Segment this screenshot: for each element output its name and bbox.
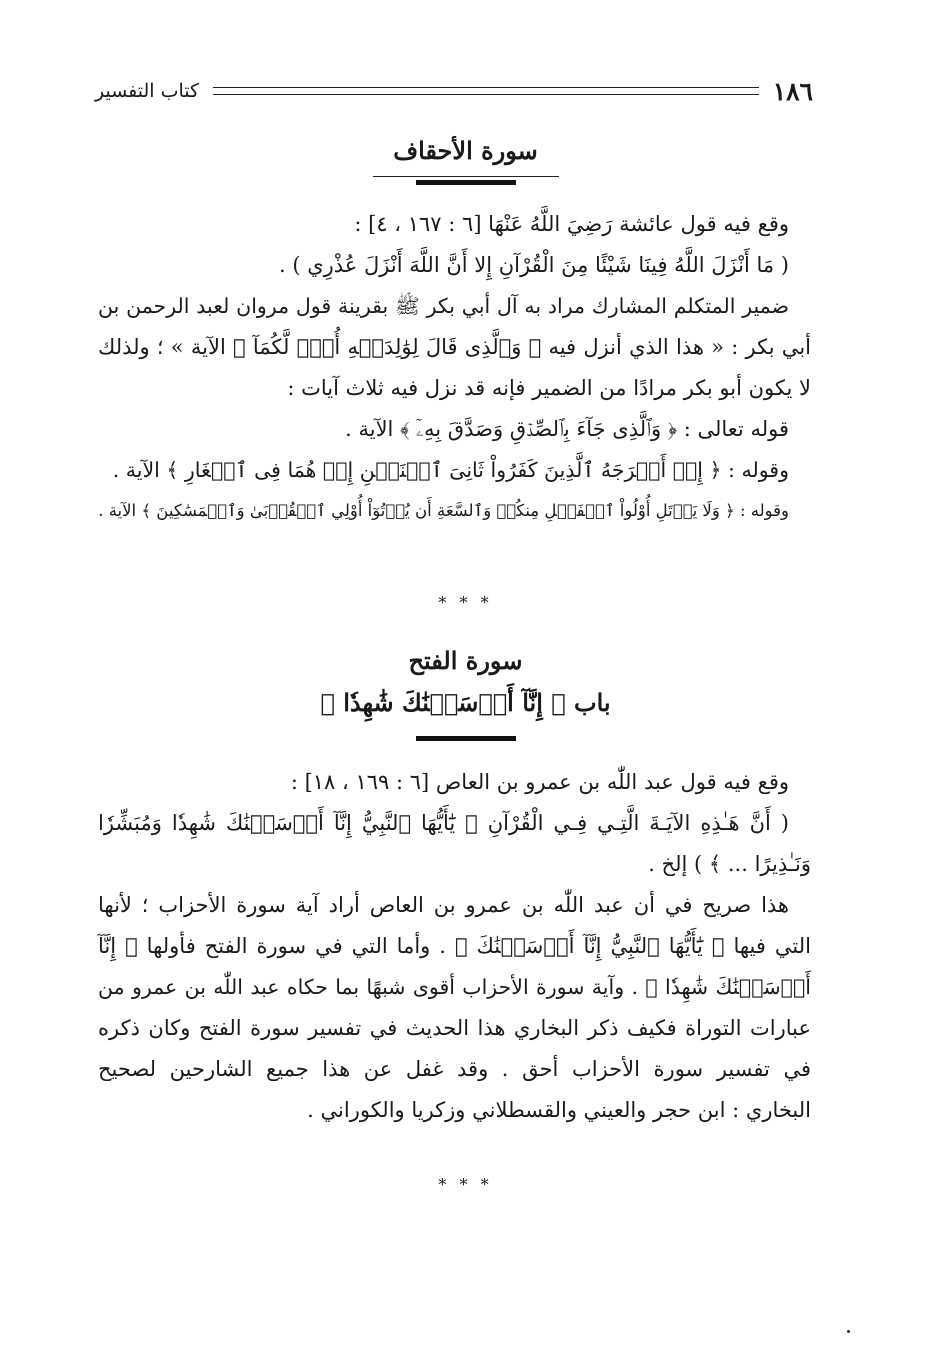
separator-stars: * * * xyxy=(438,1175,493,1194)
hadith-quote-end: وَنَـٰذِيرًا ... ﴾ ) إلخ . xyxy=(648,852,811,876)
text-line: عبارات التوراة فكيف ذكر البخاري هذا الحديث في تفسير سورة الفتح وكان ذكره xyxy=(98,1016,811,1040)
text-line: التي فيها ﴿ يَٰٓأَيُّهَا ٱلنَّبِيُّ إِنَّآ أَرۡسَلۡنَٰكَ ﴾ . وأما التي في سورة الفتح فأولها ﴿ إِنَّآ xyxy=(98,934,811,958)
text-line: البخاري : ابن حجر والعيني والقسطلاني وزكريا والكوراني . xyxy=(307,1098,811,1122)
page-header xyxy=(95,76,813,106)
text-line: وقع فيه قول عبد اللّٰه بن عمرو بن العاص [٦ : ١٦٩ ، ١٨] : xyxy=(290,770,789,794)
running-title: كتاب التفسير xyxy=(95,80,200,102)
text-line: في تفسير سورة الأحزاب أحق . وقد غفل عن هذا جميع الشارحين لصحيح xyxy=(98,1057,811,1081)
verse-line: وقوله : ﴿ وَلَا يَأۡتَلِ أُوْلُواْ ٱلۡفَضۡلِ مِنكُمۡ وَٱلسَّعَةِ أَن يُؤۡتُوٓاْ أُوْلِي ٱلۡقُرۡبَىٰ وَٱلۡمَسَٰكِينَ ﴾ الآية . xyxy=(98,501,789,520)
header-double-rule xyxy=(213,87,759,95)
section-fath-body xyxy=(98,764,811,1133)
text-line: وقع فيه قول عائشة رَضِيَ اللَّهُ عَنْهَا [٦ : ١٦٧ ، ٤] : xyxy=(354,212,789,236)
section-title-fath: سورة الفتح xyxy=(408,646,523,675)
text-line: هذا صريح في أن عبد اللّٰه بن عمرو بن العاص أراد آية سورة الأحزاب ؛ لأنها xyxy=(98,893,789,917)
scan-speck xyxy=(847,1330,850,1333)
section-ahqaf-body xyxy=(98,206,811,534)
text-line: ضمير المتكلم المشارك مراد به آل أبي بكر ﷺ بقرينة قول مروان لعبد الرحمن بن xyxy=(98,294,789,318)
text-line: أَرۡسَلۡنَٰكَ شَٰهِدٗا ﴾ . وآية سورة الأحزاب أقوى شبهًا بما حكاه عبد اللّٰه بن عمرو من xyxy=(98,975,811,999)
subtitle-underline xyxy=(0,732,931,741)
text-line: أبي بكر : « هذا الذي أنزل فيه ﴿ وَٱلَّذِى قَالَ لِوَٰلِدَيۡهِ أُفّٖ لَّكُمَآ ﴾ الآية » ؛ ولذلك xyxy=(98,335,811,359)
verse-line: قوله تعالى : ﴿ وَٱلَّذِى جَآءَ بِٱلصِّدۡقِ وَصَدَّقَ بِهِۦٓ ﴾ الآية . xyxy=(345,417,789,441)
verse-line: وقوله : ﴿ إِذۡ أَخۡرَجَهُ ٱلَّذِينَ كَفَرُواْ ثَانِىَ ٱثۡنَيۡنِ إِذۡ هُمَا فِى ٱلۡغَارِ ﴾ الآية . xyxy=(112,458,789,482)
chapter-subtitle: باب ﴿ إِنَّآ أَرۡسَلۡنَٰكَ شَٰهِدٗا ﴾ xyxy=(320,688,611,717)
section-title-underline xyxy=(0,176,931,185)
hadith-quote: ( مَا أَنْزَلَ اللَّهُ فِينَا شَيْئًا مِنَ الْقُرْآنِ إِلا أَنَّ اللَّهَ أَنْزَلَ عُذْرِي ) . xyxy=(278,253,789,277)
page-number: ١٨٦ xyxy=(772,76,813,106)
section-title-ahqaf: سورة الأحقاف xyxy=(393,136,538,165)
text-line: لا يكون أبو بكر مرادًا من الضمير فإنه قد نزل فيه ثلاث آيات : xyxy=(287,376,811,400)
separator-stars: * * * xyxy=(438,593,493,612)
hadith-quote: ( أَنَّ هَـٰذِهِ الآيَـةَ الَّتِـي فِـي الْقُرْآنِ ﴿ يَٰٓأَيُّهَا ٱلنَّبِيُّ إِنَّآ أَرۡسَلۡنَٰكَ شَٰهِدٗا وَمُبَشِّرٗا xyxy=(98,811,789,835)
